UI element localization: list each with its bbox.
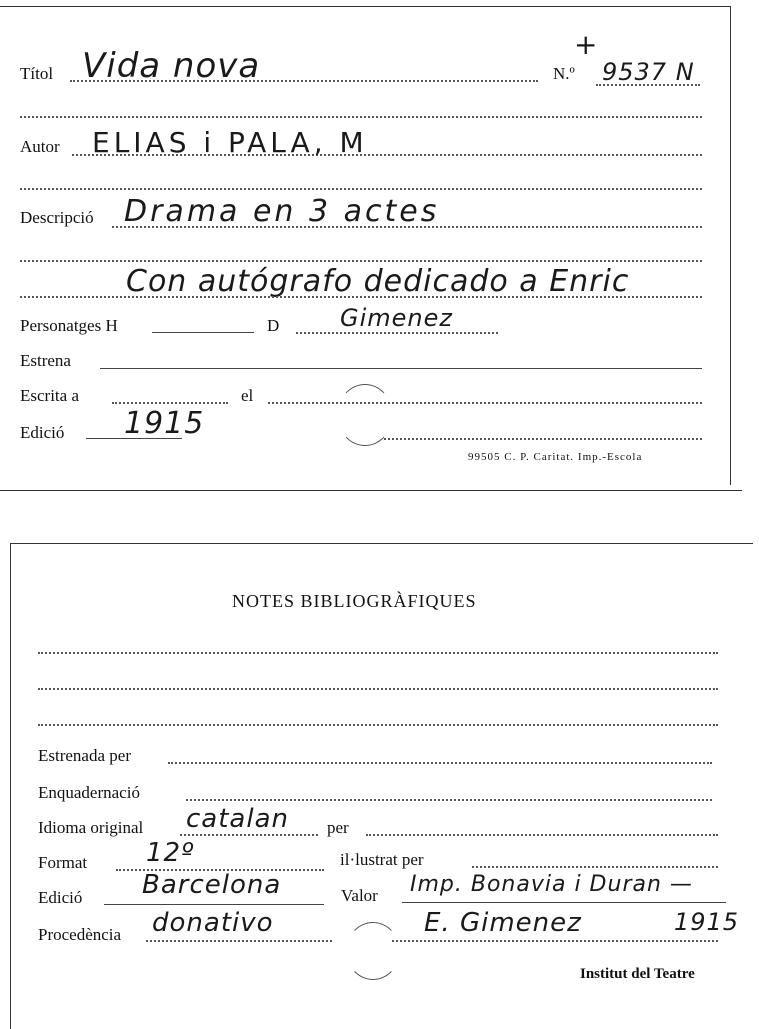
escrita-label: Escrita a bbox=[20, 386, 79, 405]
numero-mark: + bbox=[574, 28, 599, 61]
personatges-h-label: Personatges H bbox=[20, 316, 118, 335]
punch-hole-bottom bbox=[346, 922, 400, 980]
estrenada-label: Estrenada per bbox=[38, 746, 131, 765]
edicio-label: Edició bbox=[20, 423, 65, 442]
autor-value: ELIAS i PALA, M bbox=[92, 126, 368, 159]
numero-label: N.º bbox=[553, 64, 575, 83]
procedencia-label: Procedència bbox=[38, 925, 122, 944]
printer-imprint: 99505 C. P. Caritat. Imp.-Escola bbox=[468, 451, 643, 463]
enquadernacio-label: Enquadernació bbox=[38, 783, 140, 802]
format-label: Format bbox=[38, 853, 88, 872]
edicio-bottom-value: Barcelona bbox=[142, 870, 282, 900]
personatges-d-line bbox=[296, 332, 498, 334]
enquadernacio-line bbox=[186, 799, 712, 801]
escrita-line bbox=[112, 402, 228, 404]
idioma-label: Idioma original bbox=[38, 818, 144, 837]
procedencia-year: 1915 bbox=[674, 908, 740, 936]
illustrat-label: il·lustrat per bbox=[340, 850, 424, 869]
descripcio-label: Descripció bbox=[20, 208, 94, 227]
descripcio-value: Drama en 3 actes bbox=[124, 194, 440, 229]
notes-line-3 bbox=[38, 724, 718, 726]
procedencia-line bbox=[146, 940, 332, 942]
titol-value: Vida nova bbox=[82, 46, 261, 86]
el-line bbox=[268, 402, 702, 404]
valor-value: Imp. Bonavia i Duran — bbox=[410, 872, 693, 897]
blank-line-1 bbox=[20, 116, 702, 118]
blank-line-3 bbox=[20, 260, 702, 262]
valor-label: Valor bbox=[341, 886, 378, 905]
valor-line bbox=[402, 902, 726, 903]
idioma-value: catalan bbox=[186, 804, 289, 834]
format-value: 12º bbox=[146, 838, 195, 868]
notes-heading: NOTES BIBLIOGRÀFIQUES bbox=[232, 591, 477, 611]
estrena-line bbox=[100, 368, 702, 369]
el-label: el bbox=[241, 386, 254, 405]
idioma-per-label: per bbox=[327, 818, 349, 837]
idioma-line bbox=[180, 834, 318, 836]
punch-hole-top bbox=[337, 384, 393, 446]
idioma-per-line bbox=[366, 834, 718, 836]
procedencia-donor: E. Gimenez bbox=[424, 908, 582, 938]
titol-label: Títol bbox=[20, 64, 54, 83]
notes-line-2 bbox=[38, 688, 718, 690]
notes-line-1 bbox=[38, 652, 718, 654]
estrenada-line bbox=[168, 762, 712, 764]
institution-stamp: Institut del Teatre bbox=[580, 966, 695, 982]
descripcio-note: Con autógrafo dedicado a Enric bbox=[126, 264, 630, 299]
numero-value: 9537 N bbox=[602, 58, 695, 86]
personatges-d-value: Gimenez bbox=[340, 304, 453, 332]
procedencia-line-right bbox=[392, 940, 718, 942]
blank-line-2 bbox=[20, 188, 702, 190]
personatges-d-label: D bbox=[267, 316, 280, 335]
autor-label: Autor bbox=[20, 137, 60, 156]
estrena-label: Estrena bbox=[20, 351, 71, 370]
procedencia-value: donativo bbox=[152, 908, 274, 938]
edicio-line-right bbox=[384, 438, 702, 440]
edicio-value: 1915 bbox=[124, 406, 205, 441]
blank-line-4 bbox=[20, 296, 702, 298]
card-edge bbox=[0, 490, 742, 491]
illustrat-line bbox=[472, 866, 718, 868]
edicio-bottom-line bbox=[104, 904, 324, 905]
personatges-h-line bbox=[152, 332, 254, 333]
edicio-bottom-label: Edició bbox=[38, 888, 83, 907]
